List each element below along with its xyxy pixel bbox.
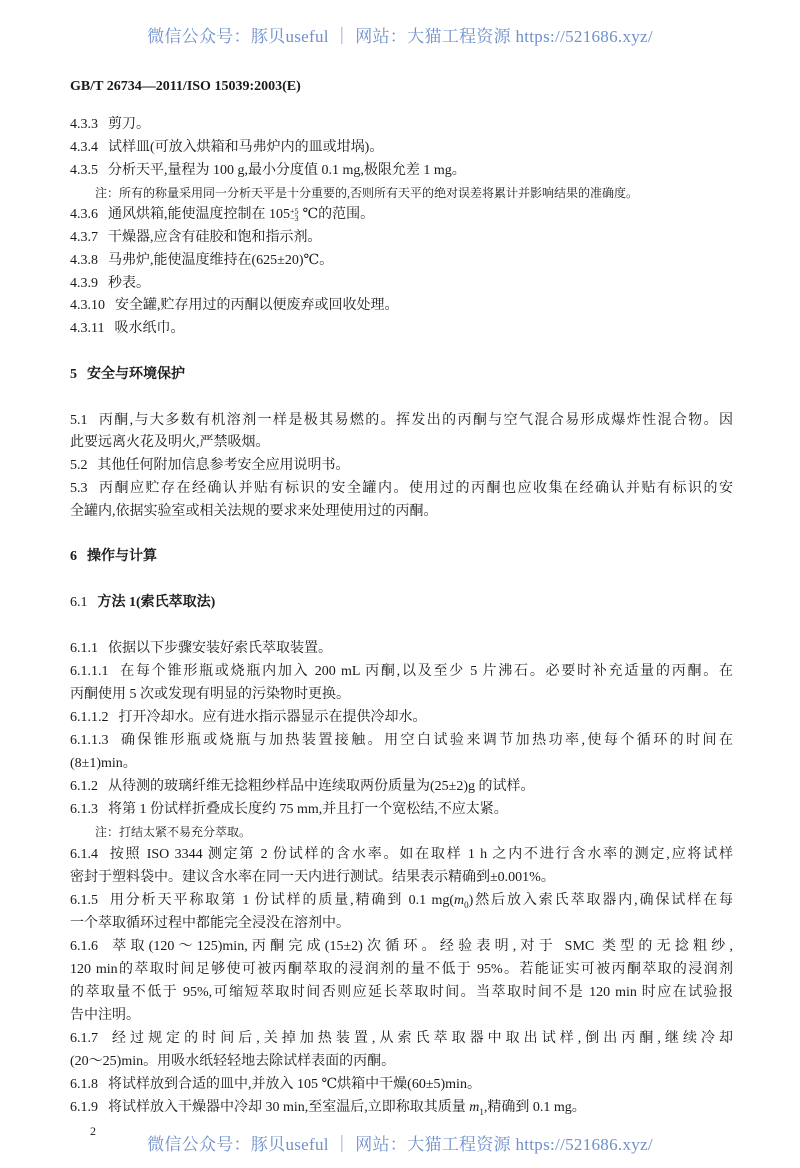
mass-subscript: 1 [479, 1106, 484, 1117]
mass-symbol: m [469, 1100, 480, 1115]
clause-number: 6.1.1.1 [70, 664, 109, 679]
clause-6-1-7-line2: (20～25)min。用吸水纸轻轻地去除试样表面的丙酮。 [70, 1054, 396, 1069]
clause-number: 6.1.8 [70, 1077, 98, 1092]
clause-text-end: ,精确到 0.1 mg。 [483, 1100, 586, 1115]
clause-number: 6.1.1.3 [70, 733, 109, 748]
clause-number: 6.1 [70, 595, 88, 610]
tolerance [290, 208, 299, 222]
clause-number: 4.3.9 [70, 276, 98, 291]
clause-text: 将试样放到合适的皿中,并放入 105 ℃烘箱中干燥(60±5)min。 [108, 1077, 481, 1092]
clause-number: 4.3.6 [70, 207, 98, 222]
clause-number: 6.1.1.2 [70, 710, 109, 725]
clause-number: 6.1.4 [70, 847, 98, 862]
clause-text: 将第 1 份试样折叠成长度约 75 mm,并且打一个宽松结,不应太紧。 [108, 802, 508, 817]
clause-6-1-7-line1 [70, 1029, 733, 1049]
clause-text: 确保锥形瓶或烧瓶与加热装置接触。用空白试验来调节加热功率,使每个循环的时间在 [118, 733, 733, 748]
section-number: 5 [70, 367, 77, 382]
clause-5-2 [70, 456, 733, 476]
clause-4-3-11 [70, 319, 733, 339]
clause-text: 依据以下步骤安装好索氏萃取装置。 [108, 641, 332, 656]
section-6-heading [70, 547, 733, 567]
section-title: 安全与环境保护 [87, 367, 185, 382]
clause-number: 5.2 [70, 458, 88, 473]
clause-number: 4.3.5 [70, 163, 98, 178]
clause-4-3-10 [70, 296, 733, 316]
standard-header: GB/T 26734—2011/ISO 15039:2003(E) [70, 79, 301, 94]
tolerance-lower: −3 [290, 213, 299, 223]
clause-4-3-7 [70, 228, 733, 248]
clause-number: 4.3.10 [70, 298, 105, 313]
clause-number: 6.1.6 [70, 939, 98, 954]
clause-number: 4.3.11 [70, 321, 105, 336]
clause-text: 在每个锥形瓶或烧瓶内加入 200 mL 丙酮,以及至少 5 片沸石。必要时补充适量的丙酮。在 [118, 664, 733, 679]
clause-number: 6.1.2 [70, 779, 98, 794]
clause-number: 4.3.7 [70, 230, 98, 245]
clause-text: 试样皿(可放入烘箱和马弗炉内的皿或坩埚)。 [108, 140, 384, 155]
clause-5-3-line2: 全罐内,依据实验室或相关法规的要求来处理使用过的丙酮。 [70, 504, 438, 519]
clause-6-1-6-line4: 告中注明。 [70, 1008, 140, 1023]
clause-6-1-5-line2: 一个萃取循环过程中都能完全浸没在溶剂中。 [70, 916, 350, 931]
clause-6-1-1-1-line2: 丙酮使用 5 次或发现有明显的污染物时更换。 [70, 687, 350, 702]
clause-6-1-4-line1 [70, 845, 733, 865]
clause-4-3-8 [70, 251, 733, 271]
watermark-bottom: 微信公众号：豚贝useful ｜ 网站：大猫工程资源 https://521686.xyz/ [147, 1135, 653, 1154]
clause-number: 4.3.8 [70, 253, 98, 268]
clause-text: 打开冷却水。应有进水指示器显示在提供冷却水。 [118, 710, 427, 725]
watermark-top: 微信公众号：豚贝useful ｜ 网站：大猫工程资源 https://521686.xyz/ [147, 27, 653, 46]
clause-6-1-9 [70, 1098, 733, 1122]
clause-6-1-8 [70, 1075, 733, 1095]
clause-text: 丙酮,与大多数有机溶剂一样是极其易燃的。挥发出的丙酮与空气混合易形成爆炸性混合物。因 [97, 413, 733, 428]
clause-text: 秒表。 [108, 276, 150, 291]
mass-symbol: m [454, 893, 465, 908]
clause-text: 丙酮应贮存在经确认并贴有标识的安全罐内。使用过的丙酮也应收集在经确认并贴有标识的安 [97, 481, 733, 496]
clause-text: 吸水纸巾。 [114, 321, 185, 336]
clause-6-1-6-line1 [70, 937, 733, 957]
clause-6-1-heading [70, 593, 733, 613]
clause-4-3-4 [70, 138, 733, 158]
clause-text: 从待测的玻璃纤维无捻粗纱样品中连续取两份质量为(25±2)g 的试样。 [108, 779, 535, 794]
clause-text: 其他任何附加信息参考安全应用说明书。 [97, 458, 350, 473]
section-title: 操作与计算 [87, 549, 157, 564]
clause-number: 6.1.1 [70, 641, 98, 656]
clause-5-1-line1 [70, 411, 733, 431]
clause-6-1-3 [70, 800, 733, 820]
clause-number: 6.1.5 [70, 893, 98, 908]
clause-text-end: ℃的范围。 [302, 207, 375, 222]
clause-6-1-6-line2: 120 min的萃取时间足够使可被丙酮萃取的浸润剂的量不低于 95%。若能证实可被丙酮萃取的浸润剂 [70, 962, 733, 977]
clause-number: 5.1 [70, 413, 88, 428]
clause-number: 5.3 [70, 481, 88, 496]
clause-4-3-9 [70, 274, 733, 294]
clause-6-1-2 [70, 777, 733, 797]
clause-4-3-6 [70, 205, 733, 225]
clause-number: 4.3.3 [70, 117, 98, 132]
clause-text: 将试样放入干燥器中冷却 30 min,至室温后,立即称取其质量 [108, 1100, 470, 1115]
clause-6-1-1-3-line1 [70, 731, 733, 751]
clause-6-1-1 [70, 639, 733, 659]
clause-6-1-4-line2: 密封于塑料袋中。建议含水率在同一天内进行测试。结果表示精确到±0.001%。 [70, 870, 555, 885]
clause-number: 4.3.4 [70, 140, 98, 155]
clause-text-end: )然后放入索氏萃取器内,确保试样在每 [468, 893, 733, 908]
clause-4-3-3 [70, 115, 733, 135]
clause-text: 经过规定的时间后,关掉加热装置,从索氏萃取器中取出试样,倒出丙酮,继续冷却 [108, 1031, 733, 1046]
clause-text: 按照 ISO 3344 测定第 2 份试样的含水率。如在取样 1 h 之内不进行含水率的测定,应将试样 [108, 847, 733, 862]
clause-5-3-line1 [70, 479, 733, 499]
note-knot: 注：打结太紧不易充分萃取。 [95, 825, 252, 839]
clause-6-1-1-3-line2: (8±1)min。 [70, 756, 137, 771]
clause-text: 萃取(120～125)min,丙酮完成(15±2)次循环。经验表明,对于 SMC 类型的无捻粗纱, [108, 939, 733, 954]
clause-title: 方法 1(索氏萃取法) [97, 595, 216, 610]
clause-text: 分析天平,量程为 100 g,最小分度值 0.1 mg,极限允差 1 mg。 [108, 163, 466, 178]
clause-6-1-6-line3: 的萃取量不低于 95%,可缩短萃取时间否则应延长萃取时间。当萃取时间不是 120 min 时应在试验报 [70, 985, 733, 1000]
tolerance-upper: +5 [290, 206, 299, 216]
note-balance: 注：所有的称量采用同一分析天平是十分重要的,否则所有天平的绝对误差将累计并影响结果的准确度。 [95, 186, 639, 200]
clause-number: 6.1.3 [70, 802, 98, 817]
page-number: 2 [90, 1124, 96, 1138]
clause-text: 用分析天平称取第 1 份试样的质量,精确到 0.1 mg( [108, 893, 455, 908]
clause-6-1-5-line1 [70, 891, 733, 911]
clause-text: 马弗炉,能使温度维持在(625±20)℃。 [108, 253, 334, 268]
section-5-heading [70, 365, 733, 385]
clause-text: 剪刀。 [108, 117, 150, 132]
section-number: 6 [70, 549, 77, 564]
mass-subscript: 0 [464, 899, 469, 910]
clause-text: 干燥器,应含有硅胶和饱和指示剂。 [108, 230, 322, 245]
clause-4-3-5 [70, 161, 733, 181]
clause-text: 安全罐,贮存用过的丙酮以便废弃或回收处理。 [115, 298, 399, 313]
clause-text: 通风烘箱,能使温度控制在 105 [108, 207, 290, 222]
clause-6-1-1-2 [70, 708, 733, 728]
clause-5-1-line2: 此要远离火花及明火,严禁吸烟。 [70, 435, 270, 450]
clause-number: 6.1.7 [70, 1031, 98, 1046]
clause-6-1-1-1-line1 [70, 662, 733, 682]
clause-number: 6.1.9 [70, 1100, 98, 1115]
